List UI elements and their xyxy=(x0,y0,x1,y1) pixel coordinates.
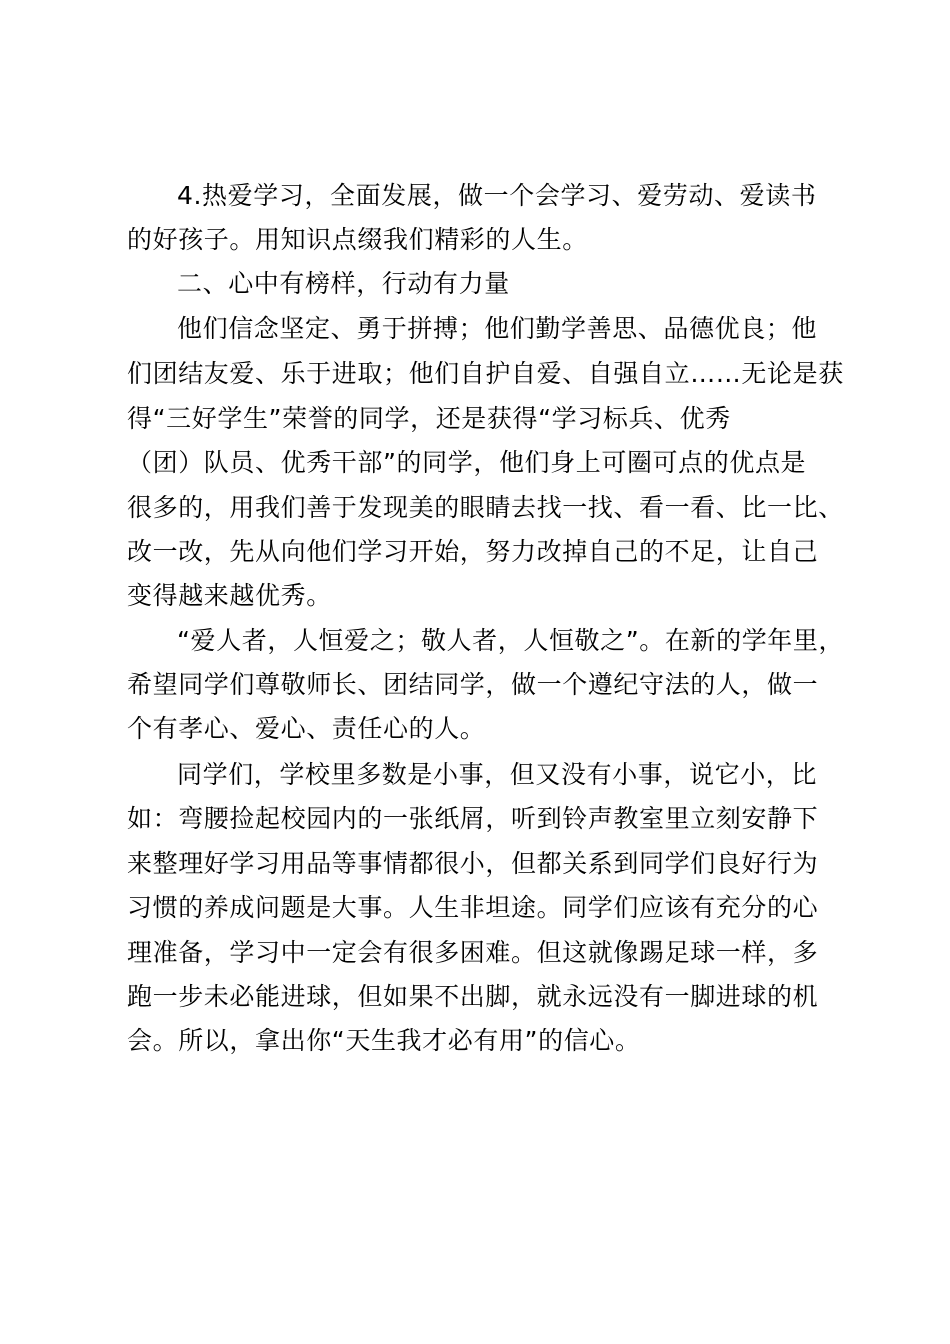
paragraph-4-line-2: 的好孩子。用知识点缀我们精彩的人生。 xyxy=(127,225,588,254)
paragraph-role-models-line-3: 得“三好学生”荣誉的同学，还是获得“学习标兵、优秀 xyxy=(127,404,731,433)
paragraph-role-models-line-6: 改一改，先从向他们学习开始，努力改掉自己的不足，让自己 xyxy=(127,537,819,566)
paragraph-small-things-line-4: 习惯的养成问题是大事。人生非坦途。同学们应该有充分的心 xyxy=(127,893,819,922)
paragraph-role-models-line-4: （团）队员、优秀干部”的同学，他们身上可圈可点的优点是 xyxy=(127,448,807,477)
section-heading-2: 二、心中有榜样，行动有力量 xyxy=(177,269,510,298)
paragraph-small-things-line-5: 理准备，学习中一定会有很多困难。但这就像踢足球一样，多 xyxy=(127,938,819,967)
paragraph-small-things-line-1: 同学们，学校里多数是小事，但又没有小事，说它小，比 xyxy=(177,760,818,789)
paragraph-respect-line-2: 希望同学们尊敬师长、团结同学，做一个遵纪守法的人，做一 xyxy=(127,670,819,699)
paragraph-small-things-line-3: 来整理好学习用品等事情都很小，但都关系到同学们良好行为 xyxy=(127,849,819,878)
paragraph-respect-line-1: “爱人者，人恒爱之；敬人者，人恒敬之”。在新的学年里， xyxy=(177,626,845,655)
paragraph-4-line-1: 4.热爱学习，全面发展，做一个会学习、爱劳动、爱读书 xyxy=(177,181,817,210)
paragraph-respect-line-3: 个有孝心、爱心、责任心的人。 xyxy=(127,714,486,743)
paragraph-role-models-line-5: 很多的，用我们善于发现美的眼睛去找一找、看一看、比一比、 xyxy=(127,493,844,522)
paragraph-small-things-line-2: 如：弯腰捡起校园内的一张纸屑，听到铃声教室里立刻安静下 xyxy=(127,804,819,833)
paragraph-small-things-line-7: 会。所以，拿出你“天生我才必有用”的信心。 xyxy=(127,1026,641,1055)
paragraph-role-models-line-2: 们团结友爱、乐于进取；他们自护自爱、自强自立……无论是获 xyxy=(127,359,844,388)
paragraph-role-models-line-1: 他们信念坚定、勇于拼搏；他们勤学善思、品德优良；他 xyxy=(177,314,818,343)
paragraph-small-things-line-6: 跑一步未必能进球，但如果不出脚，就永远没有一脚进球的机 xyxy=(127,982,819,1011)
paragraph-role-models-line-7: 变得越来越优秀。 xyxy=(127,581,332,610)
